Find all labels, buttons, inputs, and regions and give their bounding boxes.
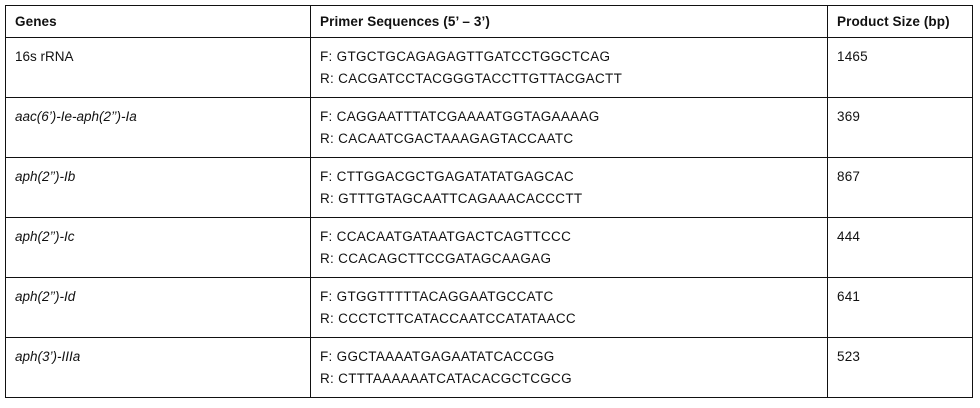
header-product-size: Product Size (bp)	[828, 6, 973, 38]
gene-cell: aph(2’’)-Ib	[6, 158, 311, 218]
product-size-cell: 444	[828, 218, 973, 278]
product-size-cell: 1465	[828, 38, 973, 98]
header-primer-sequences: Primer Sequences (5’ – 3’)	[311, 6, 828, 38]
table-row	[6, 218, 973, 278]
reverse-primer: R: CCCTCTTCATACCAATCCATATAACC	[320, 311, 576, 326]
header-genes: Genes	[6, 6, 311, 38]
primer-cell	[311, 158, 828, 218]
gene-cell: aac(6’)-Ie-aph(2’’)-Ia	[6, 98, 311, 158]
primer-cell	[311, 278, 828, 338]
table-header	[6, 6, 973, 38]
primer-cell	[311, 218, 828, 278]
forward-primer: F: CAGGAATTTATCGAAAATGGTAGAAAAG	[320, 109, 600, 124]
primer-cell	[311, 98, 828, 158]
gene-cell: aph(2’’)-Id	[6, 278, 311, 338]
reverse-primer: R: CTTTAAAAAATCATACACGCTCGCG	[320, 371, 572, 386]
forward-primer: F: GTGGTTTTTACAGGAATGCCATC	[320, 289, 554, 304]
table-row	[6, 338, 973, 398]
table-row	[6, 98, 973, 158]
table-row	[6, 278, 973, 338]
product-size-cell: 867	[828, 158, 973, 218]
forward-primer: F: CTTGGACGCTGAGATATATGAGCAC	[320, 169, 574, 184]
table-body	[6, 38, 973, 398]
gene-cell: 16s rRNA	[6, 38, 311, 98]
forward-primer: F: GGCTAAAATGAGAATATCACCGG	[320, 349, 555, 364]
reverse-primer: R: CACGATCCTACGGGTACCTTGTTACGACTT	[320, 71, 623, 86]
product-size-cell: 641	[828, 278, 973, 338]
primer-cell	[311, 38, 828, 98]
primer-table	[5, 5, 973, 398]
forward-primer: F: CCACAATGATAATGACTCAGTTCCC	[320, 229, 572, 244]
reverse-primer: R: CACAATCGACTAAAGAGTACCAATC	[320, 131, 574, 146]
table-row	[6, 158, 973, 218]
gene-cell: aph(2’’)-Ic	[6, 218, 311, 278]
product-size-cell: 523	[828, 338, 973, 398]
reverse-primer: R: GTTTGTAGCAATTCAGAAACACCCTT	[320, 191, 583, 206]
gene-cell: aph(3’)-IIIa	[6, 338, 311, 398]
reverse-primer: R: CCACAGCTTCCGATAGCAAGAG	[320, 251, 552, 266]
header-row	[6, 6, 973, 38]
primer-cell	[311, 338, 828, 398]
table-row	[6, 38, 973, 98]
primer-table-container	[5, 5, 972, 402]
forward-primer: F: GTGCTGCAGAGAGTTGATCCTGGCTCAG	[320, 49, 611, 64]
product-size-cell: 369	[828, 98, 973, 158]
